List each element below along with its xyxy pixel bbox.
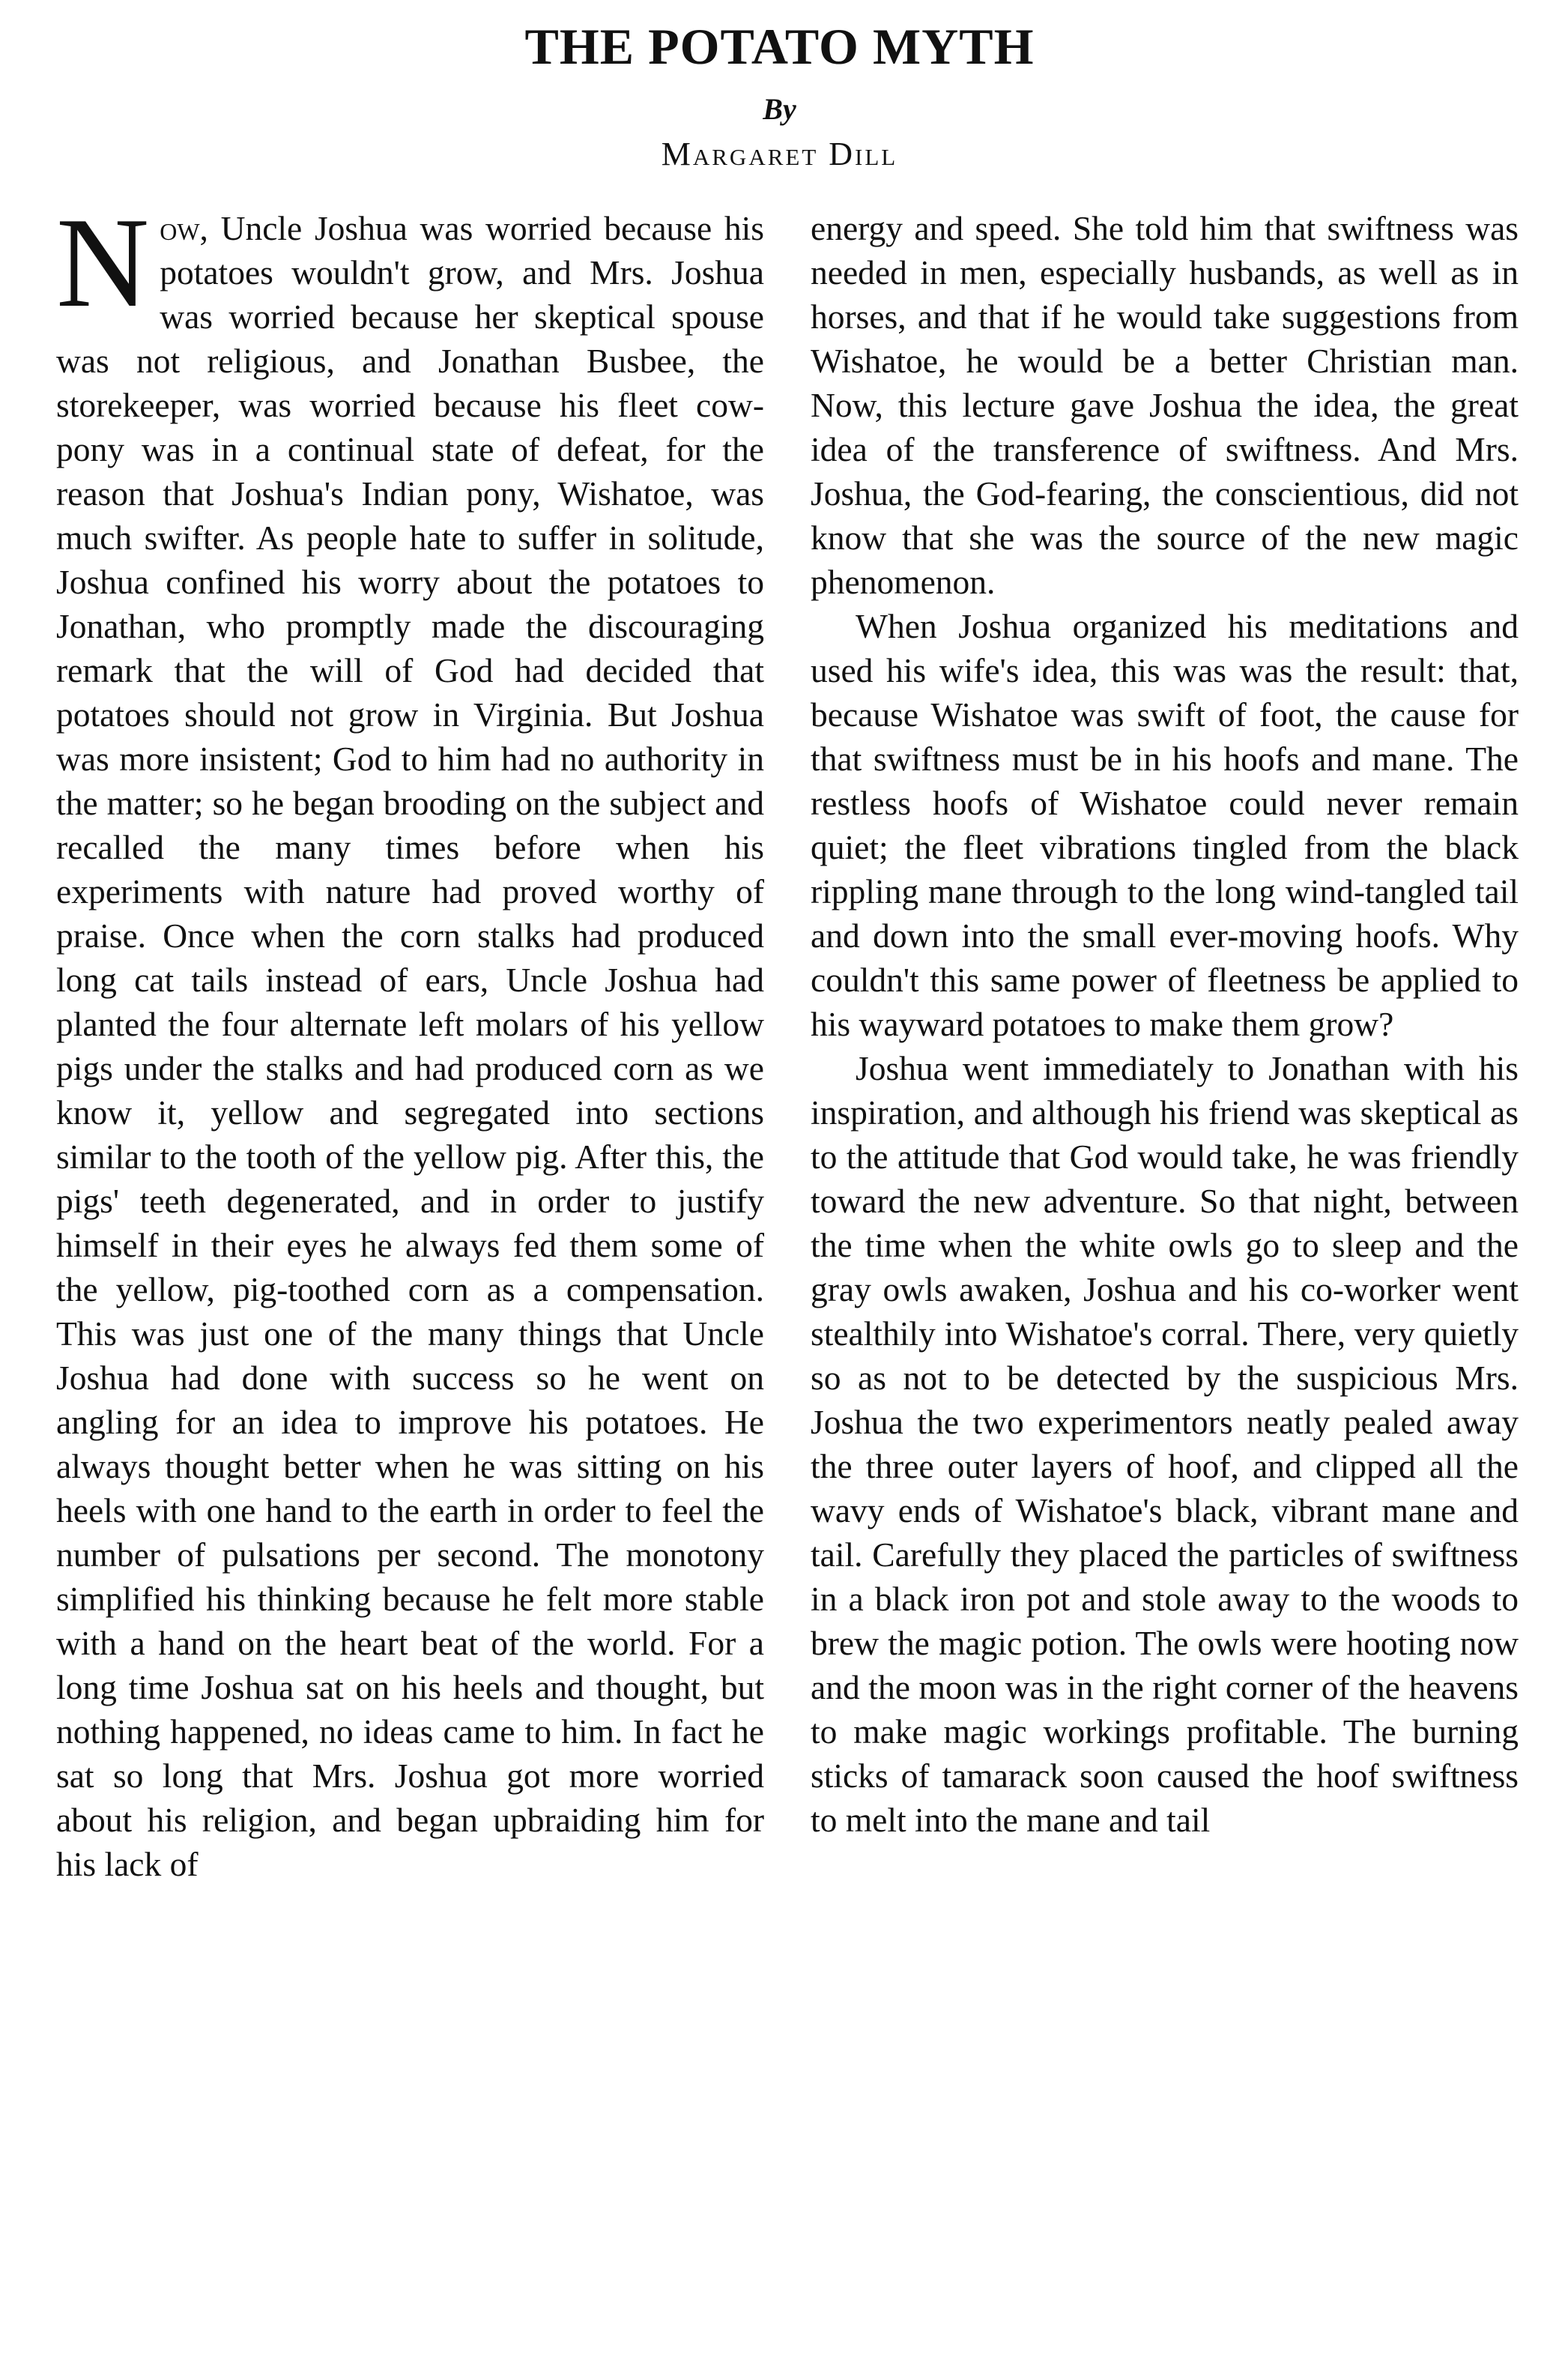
author-name: Margaret Dill bbox=[661, 136, 898, 172]
drop-cap: N bbox=[56, 192, 150, 334]
paragraph bbox=[56, 192, 764, 1886]
paragraph: When Joshua organized his meditations and used his wife's idea, this was was the result: that, because Wishatoe was swift of foot, the cause for that swiftness must be in his hoofs and mane. The restless hoofs of Wishatoe could never remain quiet; the fleet vibrations tingled from the black rippling mane through to the long wind-tangled tail and down into the small ever-moving hoofs. Why couldn't this same power of fleetness be applied to his wayward potatoes to make them grow? bbox=[811, 607, 1519, 1043]
text-column-left bbox=[56, 192, 764, 1886]
article-title: THE POTATO MYTH bbox=[524, 18, 1035, 75]
paragraph-text: Uncle Joshua was worried because his potatoes wouldn't grow, and Mrs. Joshua was worried because her skeptical spouse was not religious, and Jonathan Busbee, the storekeeper, was worried because his fleet cow-pony was in a continual state of defeat, for the reason that Joshua's Indian pony, Wishatoe, was much swifter. As people hate to suffer in solitude, Joshua confined his worry about the potatoes to Jonathan, who promptly made the discouraging remark that the will of God had decided that potatoes should not grow in Virginia. But Joshua was more insistent; God to him had no authority in the matter; so he began brooding on the subject and recalled the many times before when his experiments with nature had proved worthy of praise. Once when the corn stalks had produced long cat tails instead of ears, Uncle Joshua had planted the four alternate left molars of his yellow pigs under the stalks and had produced corn as we know it, yellow and segregated into sections similar to the tooth of the yellow pig. After this, the pigs' teeth degenerated, and in order to justify himself in their eyes he always fed them some of the yellow, pig-toothed corn as a compensation. This was just one of the many things that Uncle Joshua had done with success so he went on angling for an idea to improve his potatoes. He always thought better when he was sitting on his heels with one hand to the earth in order to feel the number of pulsations per second. The monotony simplified his thinking because he felt more stable with a hand on the heart beat of the world. For a long time Joshua sat on his heels and thought, but nothing happened, no ideas came to him. In fact he sat so long that Mrs. Joshua got more worried about his religion, and began upbraiding him for his lack of bbox=[56, 209, 764, 1883]
text-column-right bbox=[811, 206, 1519, 1842]
paragraph: energy and speed. She told him that swiftness was needed in men, especially husbands, as well as in horses, and that if he would take suggestions from Wishatoe, he would be a better Christian man. Now, this lecture gave Joshua the idea, the great idea of the transference of swiftness. And Mrs. Joshua, the God-fearing, the conscientious, did not know that she was the source of the new magic phenomenon. bbox=[811, 209, 1519, 601]
lead-in: ow, bbox=[160, 209, 208, 247]
paragraph: Joshua went immediately to Jonathan with his inspiration, and although his friend was skeptical as to the attitude that God would take, he was friendly toward the new adventure. So that night, between the time when the white owls go to sleep and the gray owls awaken, Joshua and his co-worker went stealthily into Wishatoe's corral. There, very quietly so as not to be detected by the suspicious Mrs. Joshua the two experimentors neatly pealed away the three outer layers of hoof, and clipped all the wavy ends of Wishatoe's black, vibrant mane and tail. Carefully they placed the particles of swiftness in a black iron pot and stole away to the woods to brew the magic potion. The owls were hooting now and the moon was in the right corner of the heavens to make magic workings profitable. The burning sticks of tamarack soon caused the hoof swiftness to melt into the mane and tail bbox=[811, 1049, 1519, 1839]
byline-label: By bbox=[763, 92, 796, 126]
